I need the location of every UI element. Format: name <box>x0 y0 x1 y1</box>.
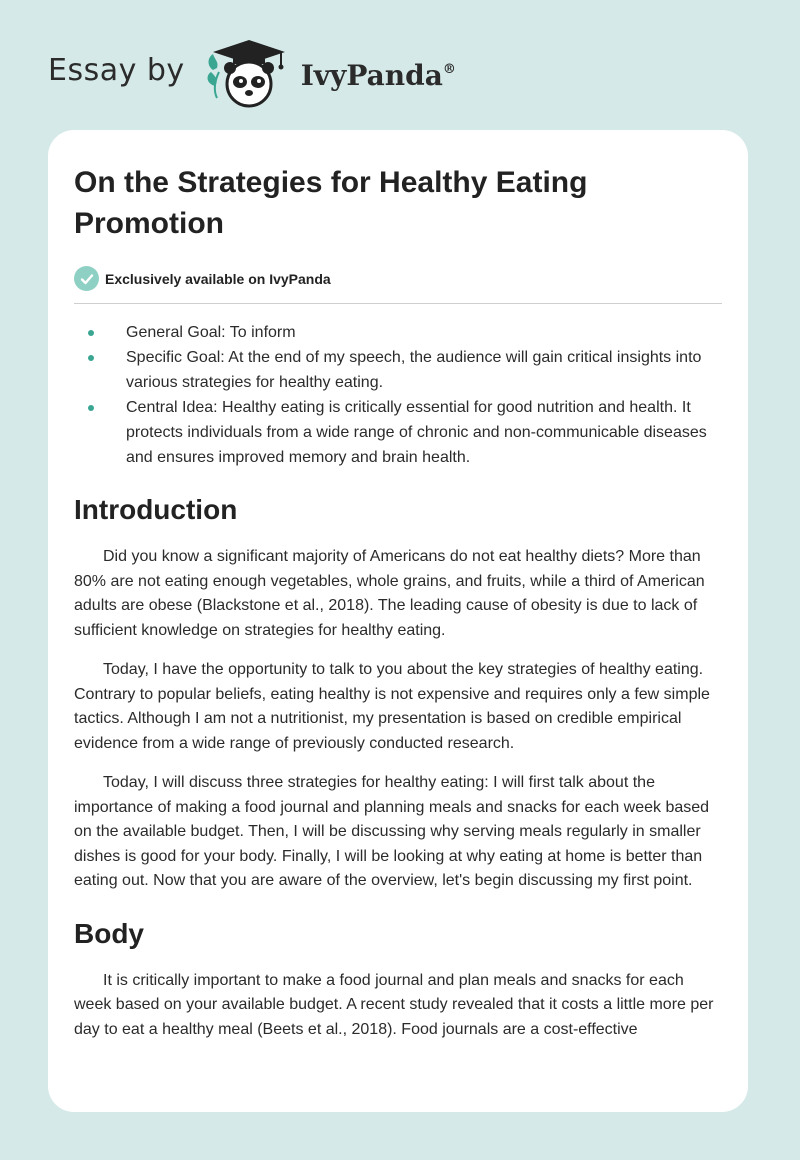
essay-by-label: Essay by <box>48 52 185 88</box>
introduction-paragraph: Today, I have the opportunity to talk to you about the key strategies of healthy eating. Contrary to popular beliefs, eating healthy is not expensive and requires only a few simple tactics. Although I am not a nutritionist, my presentation is based on credible empirical evidence from a wide range of previously conducted research. <box>74 661 710 752</box>
list-item-specific-goal: Specific Goal: At the end of my speech, the audience will gain critical insights into various strategies for healthy eating. <box>74 345 722 395</box>
body-heading: Body <box>74 917 144 949</box>
ivypanda-logo[interactable] <box>203 36 456 113</box>
list-item-general-goal: General Goal: To inform <box>74 320 722 345</box>
check-icon <box>74 266 99 291</box>
exclusive-badge <box>74 266 722 304</box>
essay-card <box>48 130 748 1112</box>
panda-logo-icon <box>203 36 295 113</box>
body-paragraph: It is critically important to make a food journal and plan meals and snacks for each week based on your available budget. A recent study revealed that it costs a little more per day to eat a healthy meal (Beets et al., 2018). Food journals are a cost-effective <box>74 971 714 1038</box>
introduction-paragraph: Today, I will discuss three strategies for healthy eating: I will first talk about the importance of making a food journal and planning meals and snacks for each week based on the available budget. Then, I will be discussing why serving meals regularly in smaller dishes is good for your body. Finally, I will be looking at why eating at home is better than eating out. Now that you are aware of the overview, let's begin discussing my first point. <box>74 774 710 889</box>
page-title: On the Strategies for Healthy Eating Promotion <box>74 166 588 240</box>
goals-list <box>74 320 722 470</box>
list-item-central-idea: Central Idea: Healthy eating is critically essential for good nutrition and health. It protects individuals from a wide range of chronic and non-communicable diseases and ensures improved memory and brain health. <box>74 395 722 470</box>
introduction-heading: Introduction <box>74 494 238 525</box>
registered-mark: ® <box>442 61 456 77</box>
site-header <box>48 34 456 114</box>
brand-name <box>301 59 456 92</box>
brand-text: IvyPanda <box>300 58 443 92</box>
introduction-paragraph: Did you know a significant majority of Americans do not eat healthy diets? More than 80% are not eating enough vegetables, whole grains, and fruits, while a third of American adults are obese (Blackstone et al., 2018). The leading cause of obesity is due to lack of sufficient knowledge on strategies for healthy eating. <box>74 548 705 639</box>
exclusive-label: Exclusively available on IvyPanda <box>105 270 331 287</box>
